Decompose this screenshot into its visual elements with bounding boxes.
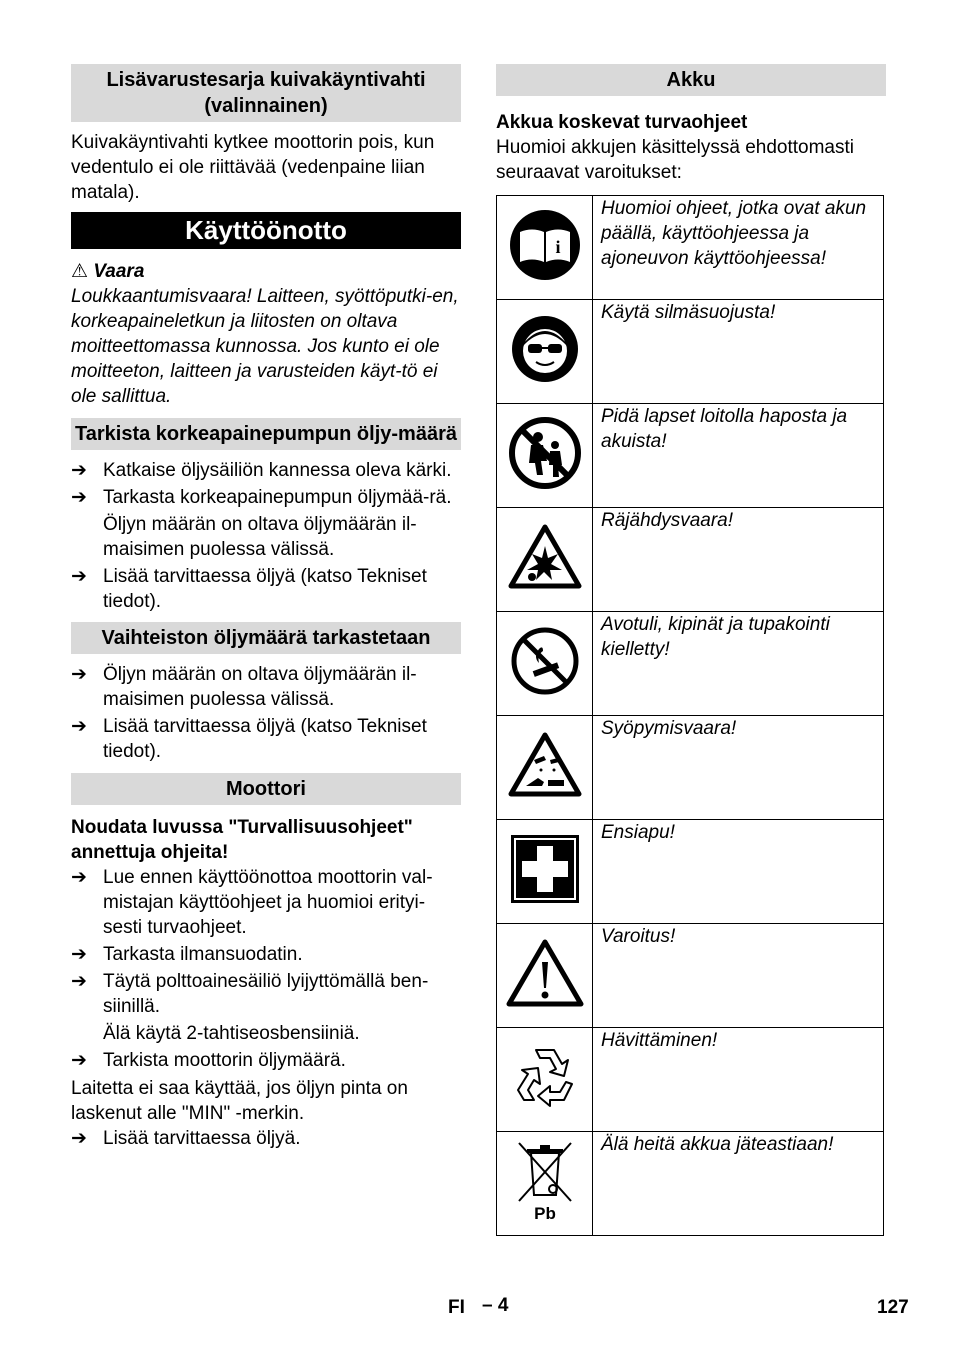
list-item: ➔ Öljyn määrän on oltava öljymäärän il-maisimen puolessa välissä.	[71, 664, 417, 710]
arrow-icon: ➔	[71, 664, 87, 685]
section-heading-battery: Akku	[496, 64, 886, 96]
table-row	[497, 924, 884, 1028]
engine-oil-text: Laitetta ei saa käyttää, jos öljyn pinta on laskenut alle "MIN" -merkin.	[71, 1078, 408, 1124]
footer-subpage: – 4	[482, 1295, 509, 1316]
footer-language: FI	[448, 1297, 465, 1318]
arrow-icon: ➔	[71, 944, 87, 965]
arrow-icon: ➔	[71, 487, 87, 508]
arrow-icon: ➔	[71, 460, 87, 481]
pump-oil-list	[71, 458, 461, 510]
no-children-icon	[507, 415, 583, 491]
engine-safety-note: Noudata luvussa "Turvallisuusohjeet" annettuja ohjeita!	[71, 817, 413, 863]
right-column	[496, 64, 886, 1236]
arrow-icon: ➔	[71, 566, 87, 587]
warning-text: Ensiapu!	[593, 820, 884, 924]
warning-text: Älä heitä akkua jäteastiaan!	[593, 1132, 884, 1236]
gear-oil-list	[71, 662, 461, 764]
list-item: ➔ Tarkista moottorin öljymäärä.	[71, 1050, 346, 1071]
section-heading-gear-oil: Vaihteiston öljymäärä tarkastetaan	[71, 622, 461, 654]
warning-text: Avotuli, kipinät ja tupakointi kielletty!	[593, 612, 884, 716]
eye-protection-icon	[510, 314, 580, 384]
page-title: Käyttöönotto	[71, 212, 461, 249]
danger-label: ⚠ Vaara	[71, 261, 145, 282]
table-row	[497, 1028, 884, 1132]
engine-list	[71, 865, 461, 1019]
recycle-icon	[508, 1042, 582, 1112]
list-item: ➔ Lisää tarvittaessa öljyä (katso Tekniset tiedot).	[71, 716, 427, 762]
section-heading-dry-run: Lisävarustesarja kuivakäyntivahti (valinnainen)	[71, 64, 461, 122]
battery-intro: Huomioi akkujen käsittelyssä ehdottomasti seuraavat varoitukset:	[496, 137, 855, 183]
warning-text: Käytä silmäsuojusta!	[593, 300, 884, 404]
arrow-icon: ➔	[71, 1050, 87, 1071]
section-heading-engine: Moottori	[71, 773, 461, 805]
manual-icon	[508, 208, 582, 282]
footer-page-number: 127	[877, 1297, 909, 1318]
section-heading-pump-oil: Tarkista korkeapainepumpun öljy-määrä	[71, 418, 461, 450]
table-row	[497, 404, 884, 508]
table-row	[497, 1132, 884, 1236]
warning-text: Pidä lapset loitolla haposta ja akuista!	[593, 404, 884, 508]
explosion-icon	[508, 524, 582, 590]
pump-oil-note: Öljyn määrän on oltava öljymäärän il-maisimen puolessa välissä.	[103, 514, 417, 560]
arrow-icon: ➔	[71, 971, 87, 992]
list-item: ➔ Lisää tarvittaessa öljyä.	[71, 1128, 301, 1149]
warning-triangle-icon: ⚠	[71, 261, 89, 282]
danger-text: Loukkaantumisvaara! Laitteen, syöttöputki-en, korkeapaineletkun ja liitosten on oltava moitteettomassa kunnossa. Jos kunto ei ole moitteeton, laitteen ja varusteiden käyt-tö ei ole sallittua.	[71, 286, 459, 407]
arrow-icon: ➔	[71, 1128, 87, 1149]
dry-run-text: Kuivakäyntivahti kytkee moottorin pois, kun vedentulo ei ole riittävää (vedenpaine liian matala).	[71, 132, 435, 203]
table-row	[497, 196, 884, 300]
left-column	[71, 64, 461, 1151]
engine-fuel-note: Älä käytä 2-tahtiseosbensiiniä.	[103, 1023, 360, 1044]
table-row	[497, 612, 884, 716]
list-item: ➔ Lue ennen käyttöönottoa moottorin val-mistajan käyttöohjeet ja huomioi erityi-sesti turvaohjeet.	[71, 867, 433, 938]
warning-icon	[506, 938, 584, 1008]
corrosive-icon	[508, 732, 582, 798]
no-bin-icon	[513, 1139, 577, 1223]
first-aid-icon	[510, 834, 580, 904]
arrow-icon: ➔	[71, 716, 87, 737]
table-row	[497, 300, 884, 404]
list-item: ➔ Täytä polttoainesäiliö lyijyttömällä ben-siinillä.	[71, 971, 429, 1017]
no-fire-icon	[511, 627, 579, 695]
table-row	[497, 508, 884, 612]
list-item: ➔ Katkaise öljysäiliön kannessa oleva kärki.	[71, 460, 452, 481]
table-row	[497, 820, 884, 924]
table-row	[497, 716, 884, 820]
warning-text: Huomioi ohjeet, jotka ovat akun päällä, käyttöohjeessa ja ajoneuvon käyttöohjeessa!	[593, 196, 884, 300]
warning-text: Syöpymisvaara!	[593, 716, 884, 820]
svg-text:i: i	[554, 236, 561, 257]
list-item: ➔ Lisää tarvittaessa öljyä (katso Tekniset tiedot).	[71, 566, 427, 612]
list-item: ➔ Tarkasta ilmansuodatin.	[71, 944, 303, 965]
battery-subtitle: Akkua koskevat turvaohjeet	[496, 112, 748, 133]
battery-warning-table	[496, 195, 884, 1236]
list-item: ➔ Tarkasta korkeapainepumpun öljymää-rä.	[71, 487, 452, 508]
warning-text: Räjähdysvaara!	[593, 508, 884, 612]
warning-text: Varoitus!	[593, 924, 884, 1028]
arrow-icon: ➔	[71, 867, 87, 888]
pb-label: Pb	[533, 1203, 556, 1223]
warning-text: Hävittäminen!	[593, 1028, 884, 1132]
